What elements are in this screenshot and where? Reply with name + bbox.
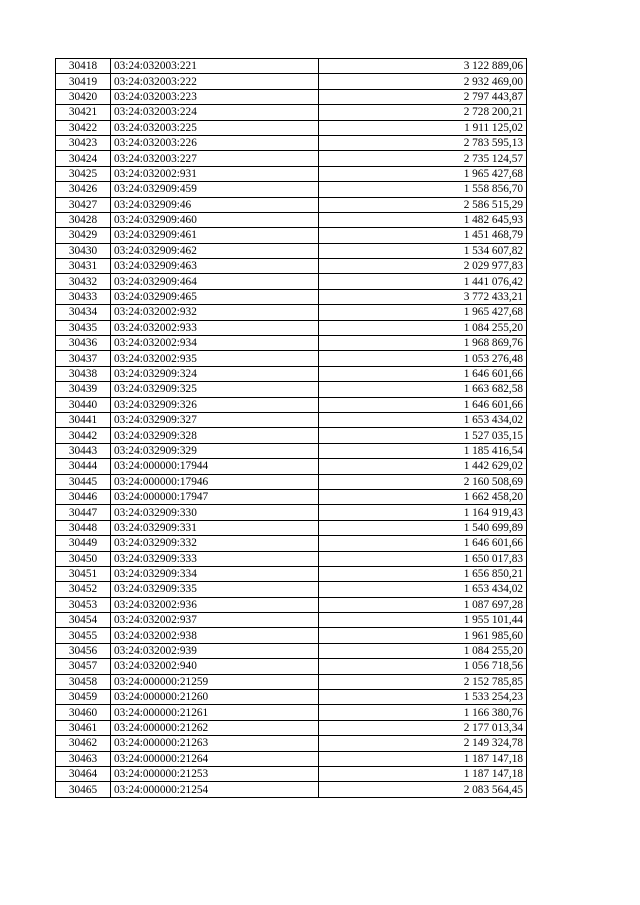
cadastral-value-cell: 1 662 458,20 [319,489,527,504]
cadastral-value-cell: 1 451 468,79 [319,228,527,243]
row-number-cell: 30448 [56,520,111,535]
row-number-cell: 30433 [56,289,111,304]
cadastral-number-cell: 03:24:000000:21254 [111,782,319,797]
table-row [56,659,527,674]
table-row [56,766,527,781]
row-number-cell: 30458 [56,674,111,689]
cadastral-number-cell: 03:24:032909:464 [111,274,319,289]
cadastral-number-cell: 03:24:032003:224 [111,105,319,120]
cadastral-value-cell: 1 482 645,93 [319,212,527,227]
row-number-cell: 30426 [56,182,111,197]
cadastral-value-cell: 3 122 889,06 [319,59,527,74]
cadastral-value-cell: 1 965 427,68 [319,305,527,320]
table-row [56,105,527,120]
cadastral-number-cell: 03:24:032002:933 [111,320,319,335]
cadastral-number-cell: 03:24:032909:324 [111,366,319,381]
row-number-cell: 30439 [56,382,111,397]
table-row [56,397,527,412]
cadastral-number-cell: 03:24:000000:17947 [111,489,319,504]
cadastral-number-cell: 03:24:032909:46 [111,197,319,212]
cadastral-number-cell: 03:24:000000:17946 [111,474,319,489]
cadastral-number-cell: 03:24:032909:329 [111,443,319,458]
row-number-cell: 30454 [56,613,111,628]
row-number-cell: 30449 [56,536,111,551]
cadastral-value-cell: 2 797 443,87 [319,89,527,104]
table-row [56,536,527,551]
cadastral-number-cell: 03:24:032909:461 [111,228,319,243]
table-row [56,520,527,535]
cadastral-value-cell: 2 735 124,57 [319,151,527,166]
row-number-cell: 30420 [56,89,111,104]
cadastral-number-cell: 03:24:000000:17944 [111,459,319,474]
cadastral-value-cell: 1 187 147,18 [319,751,527,766]
cadastral-number-cell: 03:24:032909:330 [111,505,319,520]
cadastral-number-cell: 03:24:000000:21253 [111,766,319,781]
table-row [56,720,527,735]
cadastral-number-cell: 03:24:032909:331 [111,520,319,535]
cadastral-number-cell: 03:24:032909:460 [111,212,319,227]
cadastral-value-cell: 1 650 017,83 [319,551,527,566]
table-row [56,243,527,258]
cadastral-value-cell: 1 646 601,66 [319,536,527,551]
table-row [56,151,527,166]
cadastral-value-cell: 1 558 856,70 [319,182,527,197]
cadastral-number-cell: 03:24:000000:21259 [111,674,319,689]
table-row [56,474,527,489]
cadastral-value-cell: 2 177 013,34 [319,720,527,735]
cadastral-value-cell: 1 185 416,54 [319,443,527,458]
cadastral-value-cell: 2 083 564,45 [319,782,527,797]
cadastral-number-cell: 03:24:032909:462 [111,243,319,258]
cadastral-value-cell: 1 968 869,76 [319,336,527,351]
table-row [56,489,527,504]
row-number-cell: 30421 [56,105,111,120]
cadastral-number-cell: 03:24:032003:222 [111,74,319,89]
row-number-cell: 30463 [56,751,111,766]
table-row [56,459,527,474]
table-row [56,674,527,689]
cadastral-value-cell: 2 932 469,00 [319,74,527,89]
row-number-cell: 30461 [56,720,111,735]
cadastral-number-cell: 03:24:032002:937 [111,613,319,628]
table-row [56,59,527,74]
cadastral-value-cell: 2 152 785,85 [319,674,527,689]
cadastral-value-cell: 1 534 607,82 [319,243,527,258]
cadastral-number-cell: 03:24:032909:334 [111,566,319,581]
table-row [56,74,527,89]
cadastral-number-cell: 03:24:032003:221 [111,59,319,74]
cadastral-value-cell: 1 166 380,76 [319,705,527,720]
table-row [56,382,527,397]
table-body [56,59,527,798]
row-number-cell: 30443 [56,443,111,458]
cadastral-value-cell: 1 527 035,15 [319,428,527,443]
cadastral-value-cell: 1 961 985,60 [319,628,527,643]
table-row [56,197,527,212]
row-number-cell: 30446 [56,489,111,504]
row-number-cell: 30440 [56,397,111,412]
table-row [56,351,527,366]
row-number-cell: 30431 [56,259,111,274]
table-row [56,736,527,751]
cadastral-number-cell: 03:24:000000:21260 [111,690,319,705]
row-number-cell: 30432 [56,274,111,289]
table-row [56,505,527,520]
row-number-cell: 30435 [56,320,111,335]
cadastral-number-cell: 03:24:032909:328 [111,428,319,443]
cadastral-number-cell: 03:24:032002:938 [111,628,319,643]
cadastral-value-cell: 1 053 276,48 [319,351,527,366]
table-row [56,551,527,566]
cadastral-value-cell: 1 084 255,20 [319,643,527,658]
cadastral-value-cell: 2 160 508,69 [319,474,527,489]
row-number-cell: 30436 [56,336,111,351]
cadastral-number-cell: 03:24:032002:935 [111,351,319,366]
cadastral-number-cell: 03:24:032003:226 [111,135,319,150]
cadastral-value-table [55,58,527,798]
cadastral-value-cell: 1 653 434,02 [319,412,527,427]
row-number-cell: 30453 [56,597,111,612]
table-row [56,566,527,581]
cadastral-value-cell: 2 586 515,29 [319,197,527,212]
cadastral-value-cell: 2 728 200,21 [319,105,527,120]
row-number-cell: 30450 [56,551,111,566]
cadastral-number-cell: 03:24:032909:332 [111,536,319,551]
cadastral-value-cell: 1 056 718,56 [319,659,527,674]
cadastral-value-cell: 1 540 699,89 [319,520,527,535]
row-number-cell: 30465 [56,782,111,797]
row-number-cell: 30464 [56,766,111,781]
cadastral-number-cell: 03:24:032909:325 [111,382,319,397]
row-number-cell: 30425 [56,166,111,181]
table-row [56,289,527,304]
row-number-cell: 30430 [56,243,111,258]
cadastral-value-cell: 1 663 682,58 [319,382,527,397]
cadastral-number-cell: 03:24:032909:465 [111,289,319,304]
table-row [56,228,527,243]
row-number-cell: 30434 [56,305,111,320]
cadastral-number-cell: 03:24:000000:21264 [111,751,319,766]
cadastral-value-cell: 1 656 850,21 [319,566,527,581]
row-number-cell: 30441 [56,412,111,427]
table-row [56,597,527,612]
row-number-cell: 30429 [56,228,111,243]
cadastral-number-cell: 03:24:000000:21262 [111,720,319,735]
cadastral-value-cell: 1 646 601,66 [319,366,527,381]
table-row [56,212,527,227]
row-number-cell: 30444 [56,459,111,474]
cadastral-value-cell: 1 442 629,02 [319,459,527,474]
cadastral-value-cell: 1 087 697,28 [319,597,527,612]
cadastral-value-cell: 2 029 977,83 [319,259,527,274]
table-row [56,259,527,274]
row-number-cell: 30445 [56,474,111,489]
cadastral-number-cell: 03:24:032909:327 [111,412,319,427]
table-row [56,705,527,720]
table-row [56,782,527,797]
row-number-cell: 30457 [56,659,111,674]
cadastral-number-cell: 03:24:032002:940 [111,659,319,674]
row-number-cell: 30424 [56,151,111,166]
table-row [56,166,527,181]
table-row [56,412,527,427]
table-row [56,366,527,381]
row-number-cell: 30452 [56,582,111,597]
row-number-cell: 30423 [56,135,111,150]
row-number-cell: 30456 [56,643,111,658]
row-number-cell: 30442 [56,428,111,443]
table-row [56,690,527,705]
table-row [56,320,527,335]
cadastral-value-cell: 1 084 255,20 [319,320,527,335]
table-row [56,582,527,597]
cadastral-number-cell: 03:24:032002:931 [111,166,319,181]
cadastral-number-cell: 03:24:032909:463 [111,259,319,274]
row-number-cell: 30438 [56,366,111,381]
row-number-cell: 30422 [56,120,111,135]
table-row [56,751,527,766]
cadastral-value-cell: 2 783 595,13 [319,135,527,150]
cadastral-value-cell: 1 646 601,66 [319,397,527,412]
row-number-cell: 30427 [56,197,111,212]
cadastral-value-cell: 3 772 433,21 [319,289,527,304]
cadastral-number-cell: 03:24:000000:21263 [111,736,319,751]
cadastral-number-cell: 03:24:032003:225 [111,120,319,135]
table-row [56,336,527,351]
table-row [56,443,527,458]
cadastral-number-cell: 03:24:032909:333 [111,551,319,566]
table-row [56,120,527,135]
table-row [56,274,527,289]
cadastral-value-cell: 1 911 125,02 [319,120,527,135]
table-row [56,135,527,150]
table-row [56,305,527,320]
table-row [56,613,527,628]
cadastral-value-cell: 1 653 434,02 [319,582,527,597]
cadastral-value-cell: 1 533 254,23 [319,690,527,705]
table-row [56,182,527,197]
cadastral-number-cell: 03:24:032003:223 [111,89,319,104]
row-number-cell: 30462 [56,736,111,751]
cadastral-number-cell: 03:24:032002:934 [111,336,319,351]
cadastral-number-cell: 03:24:032002:939 [111,643,319,658]
row-number-cell: 30428 [56,212,111,227]
row-number-cell: 30459 [56,690,111,705]
row-number-cell: 30460 [56,705,111,720]
table-row [56,628,527,643]
row-number-cell: 30447 [56,505,111,520]
cadastral-number-cell: 03:24:032909:335 [111,582,319,597]
cadastral-value-cell: 1 187 147,18 [319,766,527,781]
cadastral-number-cell: 03:24:032003:227 [111,151,319,166]
cadastral-value-cell: 2 149 324,78 [319,736,527,751]
table-row [56,643,527,658]
cadastral-value-cell: 1 164 919,43 [319,505,527,520]
table-row [56,89,527,104]
row-number-cell: 30419 [56,74,111,89]
table-row [56,428,527,443]
cadastral-value-cell: 1 441 076,42 [319,274,527,289]
row-number-cell: 30455 [56,628,111,643]
cadastral-number-cell: 03:24:032909:459 [111,182,319,197]
row-number-cell: 30451 [56,566,111,581]
cadastral-number-cell: 03:24:000000:21261 [111,705,319,720]
cadastral-number-cell: 03:24:032002:936 [111,597,319,612]
row-number-cell: 30437 [56,351,111,366]
cadastral-value-cell: 1 955 101,44 [319,613,527,628]
cadastral-number-cell: 03:24:032002:932 [111,305,319,320]
row-number-cell: 30418 [56,59,111,74]
cadastral-number-cell: 03:24:032909:326 [111,397,319,412]
cadastral-value-cell: 1 965 427,68 [319,166,527,181]
